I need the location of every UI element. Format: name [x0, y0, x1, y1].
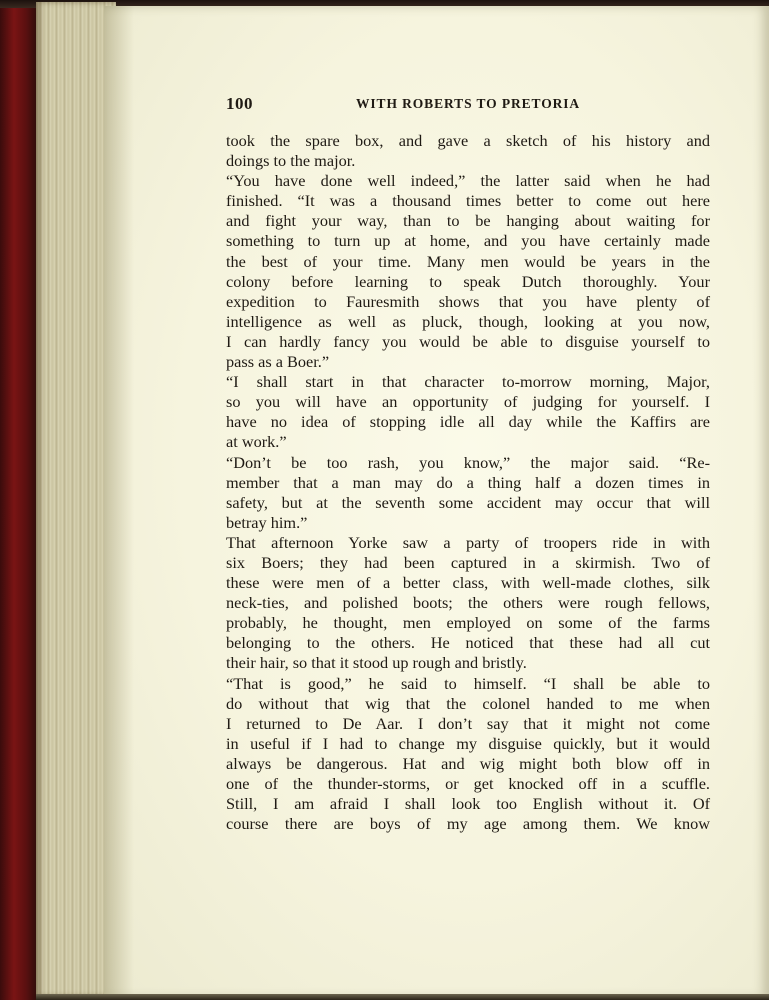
- text-line: neck-ties, and polished boots; the others were rough fellows,: [226, 593, 710, 613]
- text-line: always be dangerous. Hat and wig might both blow off in: [226, 753, 710, 773]
- running-head: WITH ROBERTS TO PRETORIA: [356, 96, 581, 111]
- text-line: finished. “It was a thousand times better to come out here: [226, 191, 710, 211]
- text-line: safety, but at the seventh some accident may occur that will: [226, 492, 710, 512]
- text-line: one of the thunder-storms, or get knocked off in a scuffle.: [226, 774, 710, 793]
- body-text: [226, 131, 710, 834]
- text-line: intelligence as well as pluck, though, looking at you now,: [226, 311, 710, 331]
- text-line: belonging to the others. He noticed that these had all cut: [226, 633, 710, 653]
- text-line: betray him.”: [226, 512, 308, 532]
- page-number: 100: [226, 94, 253, 113]
- book-bottom-edge: [36, 994, 769, 1000]
- text-line: member that a man may do a thing half a dozen times in: [226, 472, 710, 492]
- page-header: [226, 94, 710, 118]
- text-line: doings to the major.: [226, 151, 356, 171]
- text-line: That afternoon Yorke saw a party of troopers ride in with: [226, 532, 710, 552]
- text-line: took the spare box, and gave a sketch of his history and: [226, 131, 710, 150]
- text-line: have no idea of stopping idle all day while the Kaffirs are: [226, 412, 710, 432]
- text-line: these were men of a better class, with well-made clothes, silk: [226, 573, 710, 593]
- text-line: I returned to De Aar. I don’t say that it might not come: [226, 713, 710, 733]
- text-line: “I shall start in that character to-morrow morning, Major,: [226, 372, 710, 392]
- text-line: something to turn up at home, and you have certainly made: [226, 231, 710, 251]
- text-line: pass as a Boer.”: [226, 352, 330, 372]
- text-line: “Don’t be too rash, you know,” the major said. “Re-: [226, 452, 710, 472]
- text-line: “You have done well indeed,” the latter said when he had: [226, 171, 710, 191]
- text-line: Still, I am afraid I shall look too English without it. Of: [226, 794, 710, 814]
- text-line: their hair, so that it stood up rough and bristly.: [226, 653, 527, 673]
- text-line: probably, he thought, men employed on some of the farms: [226, 613, 710, 633]
- text-line: I can hardly fancy you would be able to disguise yourself to: [226, 331, 710, 351]
- text-line: expedition to Fauresmith shows that you have plenty of: [226, 291, 710, 311]
- text-line: the best of your time. Many men would be years in the: [226, 251, 710, 271]
- text-line: do without that wig that the colonel handed to me when: [226, 693, 710, 713]
- text-line: course there are boys of my age among them. We know: [226, 814, 710, 834]
- text-line: and fight your way, than to be hanging about waiting for: [226, 211, 710, 231]
- text-line: so you will have an opportunity of judging for yourself. I: [226, 392, 710, 412]
- text-line: in useful if I had to change my disguise quickly, but it would: [226, 733, 710, 753]
- text-line: “That is good,” he said to himself. “I shall be able to: [226, 673, 710, 693]
- text-line: six Boers; they had been captured in a skirmish. Two of: [226, 552, 710, 572]
- gutter-shadow: [104, 6, 134, 998]
- text-line: at work.”: [226, 432, 287, 452]
- text-line: colony before learning to speak Dutch thoroughly. Your: [226, 271, 710, 291]
